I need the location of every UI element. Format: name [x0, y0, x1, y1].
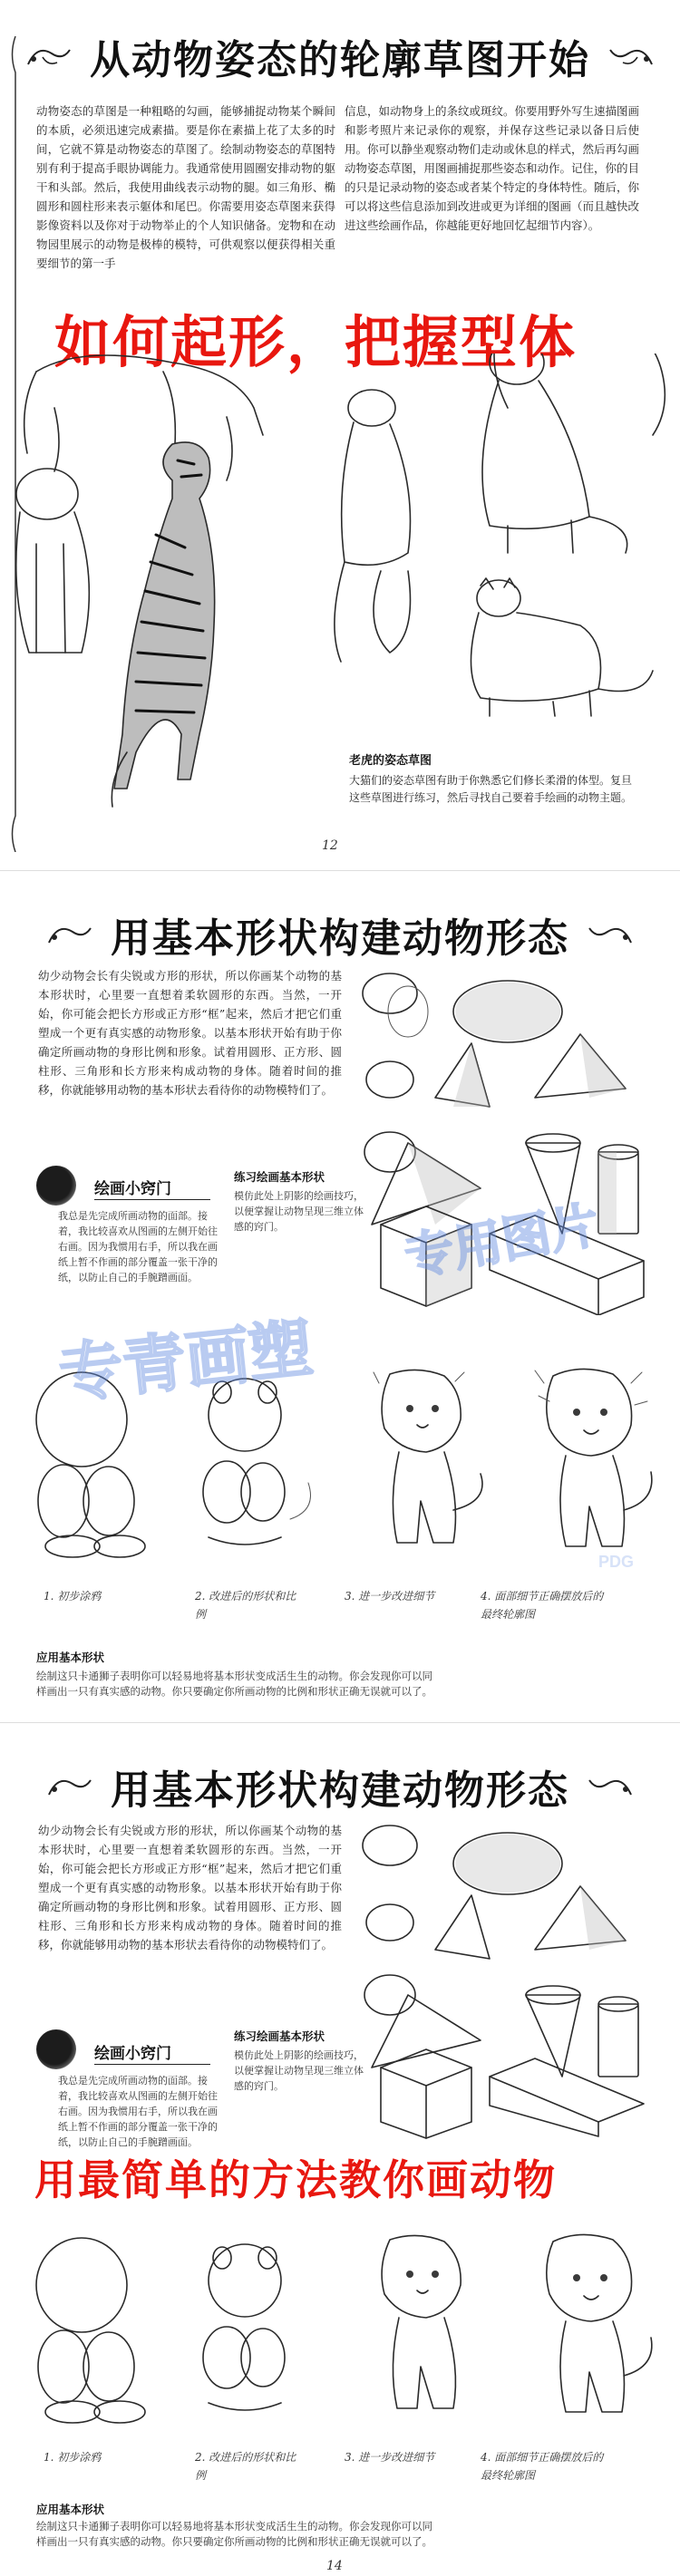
page-number: 12	[322, 838, 338, 853]
practice-title: 练习绘画基本形状	[234, 2030, 325, 2043]
ornament-right-icon	[586, 919, 635, 950]
apply-title: 应用基本形状	[36, 1651, 105, 1664]
apply-text: 绘制这只卡通狮子表明你可以轻易地将基本形状变成活生生的动物。你会发现你可以同样画出一只有真实感的动物。你只要确定你所画动物的比例和形状正确无误就可以了。	[36, 1670, 432, 1698]
ornament-left-icon	[24, 41, 73, 72]
tip-title: 绘画小窍门	[94, 1180, 171, 1197]
practice-text: 模仿此处上阴影的绘画技巧，以便掌握让动物呈现三维立体感的窍门。	[234, 2049, 364, 2092]
body-text: 幼少动物会长有尖锐或方形的形状，所以你画某个动物的基本形状时，心里要一直想着柔软圆形的东西。当然，一开始，你可能会把长方形或正方形“框”起来，然后才把它们重塑成一个更有真实感的动物形象。以基本形状开始有助于你确定所画动物的身形比例和形象。试着用圆形、正方形、圆柱形、三角形和长方形来构成动物的身体。随着时间的推移，你就能够用动物的基本形状去看待你的动物模特们了。	[38, 1824, 342, 1951]
page-basic-shapes	[0, 870, 680, 1722]
shapes-illustration	[354, 1814, 662, 2140]
watermark-right: 专用图片	[401, 1197, 604, 1285]
caption-text: 大猫们的姿态草图有助于你熟悉它们修长柔滑的体型。复旦这些草图进行练习，然后寻找自己要着手绘画的动物主题。	[349, 774, 633, 804]
tip-underline	[94, 2064, 210, 2065]
watermark-left: 专青画塑	[55, 1312, 316, 1410]
body-right: 信息，如动物身上的条纹或斑纹。你要用野外写生速描图画和影考照片来记录你的观察，并保存这些记录以备日后使用。你可以静坐观察动物们走动或休息的样式，然后再勾画动物姿态草图，用图画捕捉那些姿态和动作。记住，你的目的只是记录动物的姿态或者某个特定的身体特性。随后，你可以将这些信息添加到改进或更为详细的图画（而且越快改进这些绘画作品，你越能更好地回忆起细节内容）。	[345, 104, 639, 232]
red-banner-title: 用最简单的方法教你画动物	[34, 2156, 557, 2203]
watermark-pdg: PDG	[598, 1553, 635, 1571]
page-basic-shapes-repeat	[0, 1722, 680, 2576]
ink-blot-icon	[36, 2029, 76, 2069]
step-label-2: 2. 改进后的形状和比例	[195, 1590, 296, 1621]
page-number: 14	[326, 2559, 343, 2573]
red-banner-title: 如何起形，把握型体	[54, 312, 578, 374]
body-left: 动物姿态的草图是一种粗略的勾画，能够捕捉动物某个瞬间的本质，必须迅速完成素描。要是你在素描上花了太多的时间，它就不算是动物姿态的草图了。绘制动物姿态的草图特别有利于提高手眼协调能力。我通常使用圆圈安排动物的躯干和头部。然后，我使用曲线表示动物的腿。如三角形、椭圆形和圆柱形来表示躯体和尾巴。你需要用姿态草图来获得影像资料以及你对于动物举止的个人知识储备。宠物和在动物园里展示的动物是极棒的模特，可供观察以便获得相关重要细节的第一手	[36, 104, 335, 270]
title-row	[0, 1758, 680, 1816]
step-label-3: 3. 进一步改进细节	[345, 1590, 435, 1603]
step-label-1: 1. 初步涂鸦	[44, 1590, 102, 1603]
apply-text: 绘制这只卡通狮子表明你可以轻易地将基本形状变成活生生的动物。你会发现你可以同样画出一只有真实感的动物。你只要确定你所画动物的比例和形状正确无误就可以了。	[36, 2520, 432, 2548]
lion-steps-illustration	[18, 2231, 662, 2439]
tip-underline	[94, 1199, 210, 1200]
tip-text: 我总是先完成所画动物的面部。接着，我比较喜欢从图画的左侧开始往右画。因为我惯用右手，所以我在画纸上暂不作画的部分覆盖一张干净的纸，以防止自己的手腕蹭画面。	[58, 1210, 218, 1283]
step-label-3: 3. 进一步改进细节	[345, 2451, 435, 2464]
body-text: 幼少动物会长有尖锐或方形的形状，所以你画某个动物的基本形状时，心里要一直想着柔软圆形的东西。当然，一开始，你可能会把长方形或正方形“框”起来，然后才把它们重塑成一个更有真实感的动物形象。以基本形状开始有助于你确定所画动物的身形比例和形象。试着用圆形、正方形、圆柱形、三角形和长方形来构成动物的身体。随着时间的推移，你就能够用动物的基本形状去看待你的动物模特们了。	[38, 969, 342, 1097]
ornament-left-icon	[45, 919, 94, 950]
page-title: 用基本形状构建动物形态	[111, 1768, 569, 1813]
apply-title: 应用基本形状	[36, 2503, 105, 2516]
step-label-4: 4. 面部细节正确摆放后的最终轮廓图	[481, 1590, 604, 1621]
page-title: 用基本形状构建动物形态	[111, 916, 569, 961]
page-tiger-gesture	[0, 0, 680, 870]
title-row	[0, 27, 680, 85]
ornament-right-icon	[586, 1771, 635, 1802]
caption-title: 老虎的姿态草图	[349, 753, 432, 767]
practice-title: 练习绘画基本形状	[234, 1171, 325, 1184]
tip-title: 绘画小窍门	[94, 2045, 171, 2062]
tiger-sketches	[0, 353, 680, 825]
ornament-right-icon	[607, 41, 656, 72]
tip-text: 我总是先完成所画动物的面部。接着，我比较喜欢从图画的左侧开始往右画。因为我惯用右手，所以我在画纸上暂不作画的部分覆盖一张干净的纸，以防止自己的手腕蹭画面。	[58, 2075, 218, 2148]
practice-text: 模仿此处上阴影的绘画技巧，以便掌握让动物呈现三维立体感的窍门。	[234, 1190, 364, 1233]
step-label-2: 2. 改进后的形状和比例	[195, 2451, 296, 2482]
ink-blot-icon	[36, 1166, 76, 1206]
step-label-4: 4. 面部细节正确摆放后的最终轮廓图	[481, 2451, 604, 2482]
step-label-1: 1. 初步涂鸦	[44, 2451, 102, 2464]
page-title: 从动物姿态的轮廓草图开始	[90, 38, 590, 82]
ornament-left-icon	[45, 1771, 94, 1802]
title-row	[0, 905, 680, 964]
